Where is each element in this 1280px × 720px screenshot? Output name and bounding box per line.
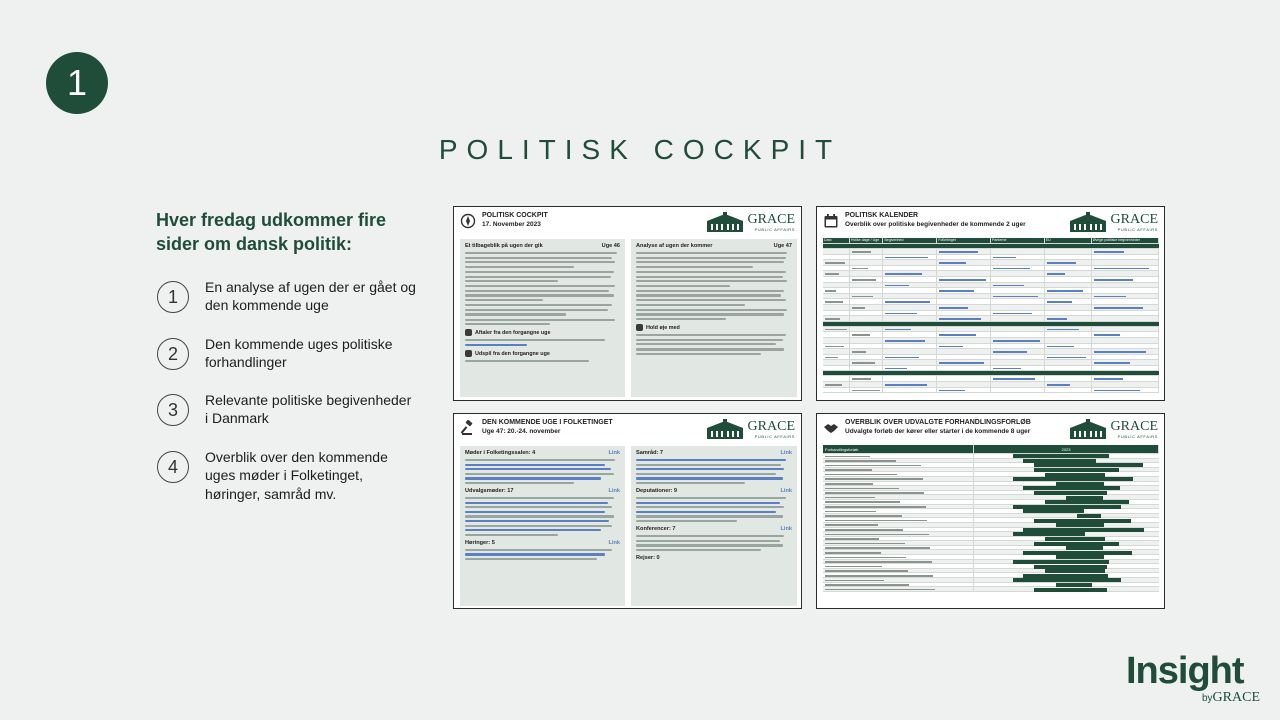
calendar-cell xyxy=(937,260,991,265)
gantt-label-cell xyxy=(823,454,974,458)
gantt-label-cell xyxy=(823,523,974,527)
meetings-heading: Møder i Folketingssalen: 4 xyxy=(465,450,536,456)
calendar-cell xyxy=(937,366,991,371)
calendar-cell xyxy=(1092,294,1159,299)
thumbnail-header xyxy=(454,414,801,444)
calendar-cell xyxy=(850,338,884,343)
calendar-cell xyxy=(1045,316,1092,321)
list-item-text: Relevante politiske begivenheder i Danmark xyxy=(205,392,412,427)
calendar-cell xyxy=(937,355,991,360)
logo-wordmark: GRACE xyxy=(1110,419,1158,434)
calendar-cell xyxy=(883,294,937,299)
thumbnail-title: POLITISK KALENDER xyxy=(845,212,919,219)
folketinget-left-panel xyxy=(460,446,625,606)
gantt-label-cell xyxy=(823,514,974,518)
calendar-cell xyxy=(991,311,1045,316)
building-icon xyxy=(1068,212,1108,232)
calendar-cell xyxy=(991,344,1045,349)
calendar-cell xyxy=(937,338,991,343)
calendar-cell xyxy=(1045,311,1092,316)
gantt-label-cell xyxy=(823,482,974,486)
thumbnail-folketinget[interactable] xyxy=(453,413,802,609)
gantt-label-cell xyxy=(823,486,974,490)
list-item xyxy=(157,335,417,372)
gantt-label-cell xyxy=(823,505,974,509)
calendar-cell xyxy=(823,283,850,288)
calendar-cell xyxy=(1045,277,1092,282)
gantt-label-cell xyxy=(823,459,974,463)
calendar-cell xyxy=(991,376,1045,381)
calendar-cell xyxy=(1092,249,1159,254)
year-header: 2023 xyxy=(974,445,1159,453)
calendar-cell xyxy=(1092,355,1159,360)
calendar-cell xyxy=(883,344,937,349)
calendar-cell xyxy=(991,332,1045,337)
conferences-heading: Konferencer: 7 xyxy=(636,526,676,533)
calendar-cell xyxy=(883,332,937,337)
calendar-cell xyxy=(850,255,884,260)
calendar-cell xyxy=(1045,332,1092,337)
calendar-cell xyxy=(991,260,1045,265)
calendar-cell xyxy=(991,388,1045,393)
review-panel xyxy=(460,239,625,397)
calendar-cell xyxy=(850,271,884,276)
calendar-cell xyxy=(1045,388,1092,393)
megaphone-icon xyxy=(465,350,472,357)
gantt-label-cell xyxy=(823,468,974,472)
list-item-text: Overblik over den kommende uges møder i Folketinget, høringer, samråd mv. xyxy=(205,449,388,502)
calendar-cell xyxy=(1092,366,1159,371)
calendar-cell xyxy=(1045,288,1092,293)
calendar-cell xyxy=(1092,255,1159,260)
calendar-cell xyxy=(1092,382,1159,387)
calendar-cell xyxy=(850,294,884,299)
thumbnail-date: 17. November 2023 xyxy=(482,221,541,228)
calendar-cell xyxy=(883,271,937,276)
column-header: Øvrige politiske begivenheder xyxy=(1092,238,1159,243)
calendar-cell xyxy=(850,316,884,321)
calendar-cell xyxy=(937,271,991,276)
calendar-cell xyxy=(1092,332,1159,337)
calendar-cell xyxy=(1045,376,1092,381)
calendar-cell xyxy=(883,376,937,381)
calendar-cell xyxy=(991,349,1045,354)
week-label: Uge 47 xyxy=(773,243,792,249)
calendar-cell xyxy=(991,299,1045,304)
calendar-cell xyxy=(883,311,937,316)
thumbnail-header xyxy=(817,414,1164,444)
travels-heading: Rejser: 0 xyxy=(636,555,660,562)
calendar-cell xyxy=(823,288,850,293)
calendar-cell xyxy=(1092,327,1159,332)
calendar-cell xyxy=(883,288,937,293)
calendar-cell xyxy=(1045,305,1092,310)
compass-icon xyxy=(460,213,476,229)
logo-tagline: PUBLIC AFFAIRS xyxy=(754,227,795,232)
thumbnail-header xyxy=(817,207,1164,237)
calendar-cell xyxy=(1045,294,1092,299)
calendar-cell xyxy=(850,327,884,332)
gantt-label-cell xyxy=(823,546,974,550)
calendar-cell xyxy=(883,360,937,365)
calendar-cell xyxy=(850,332,884,337)
grace-logo xyxy=(1068,419,1158,439)
calendar-cell xyxy=(937,344,991,349)
calendar-cell xyxy=(937,294,991,299)
intro-heading: Hver fredag udkommer fire sider om dansk politik: xyxy=(156,210,387,254)
calendar-cell xyxy=(1092,376,1159,381)
committees-heading: Udvalgsmøder: 17 xyxy=(465,488,514,495)
gantt-label-cell xyxy=(823,518,974,522)
calendar-cell xyxy=(850,344,884,349)
gantt-label-cell xyxy=(823,509,974,513)
calendar-cell xyxy=(937,382,991,387)
gantt-label-cell xyxy=(823,560,974,564)
calendar-cell xyxy=(1092,266,1159,271)
logo-wordmark: GRACE xyxy=(747,212,795,227)
calendar-cell xyxy=(991,355,1045,360)
logo-wordmark: GRACE xyxy=(747,419,795,434)
calendar-cell xyxy=(1092,271,1159,276)
link[interactable]: Link xyxy=(608,450,620,456)
building-icon xyxy=(705,419,745,439)
list-item-text: Den kommende uges politiske forhandlinger xyxy=(205,336,393,371)
calendar-cell xyxy=(1092,288,1159,293)
logo-tagline: PUBLIC AFFAIRS xyxy=(1117,227,1158,232)
calendar-cell xyxy=(850,355,884,360)
calendar-cell xyxy=(883,355,937,360)
by-label: by xyxy=(1201,693,1213,704)
calendar-table xyxy=(823,238,1159,393)
grace-wordmark: GRACE xyxy=(1212,690,1260,705)
folketinget-right-panel xyxy=(631,446,797,606)
column-header: Begivenhed xyxy=(883,238,937,243)
calendar-cell xyxy=(823,316,850,321)
calendar-cell xyxy=(1092,277,1159,282)
calendar-cell xyxy=(1045,366,1092,371)
calendar-cell xyxy=(1092,360,1159,365)
calendar-cell xyxy=(937,305,991,310)
column-header: Folketinget xyxy=(937,238,991,243)
calendar-cell xyxy=(823,305,850,310)
gantt-label-cell xyxy=(823,537,974,541)
calendar-cell xyxy=(937,360,991,365)
thumbnail-title: OVERBLIK OVER UDVALGTE FORHANDLINGSFORLØB xyxy=(845,419,1031,426)
list-item xyxy=(157,448,417,503)
calendar-cell xyxy=(850,388,884,393)
deputations-heading: Deputationer: 9 xyxy=(636,488,678,495)
outputs-heading: Udspil fra den forgangne uge xyxy=(465,350,620,357)
gantt-label-cell xyxy=(823,528,974,532)
calendar-cell xyxy=(883,260,937,265)
consultations-heading: Samråd: 7 xyxy=(636,450,664,456)
calendar-cell xyxy=(850,360,884,365)
calendar-cell xyxy=(883,277,937,282)
gantt-label-cell xyxy=(823,532,974,536)
column-header: Hvilke dage / Uge xyxy=(850,238,884,243)
slide-title: POLITISK COCKPIT xyxy=(438,134,842,165)
gantt-label-cell xyxy=(823,495,974,499)
calendar-cell xyxy=(823,277,850,282)
gantt-bar xyxy=(1034,588,1107,592)
calendar-cell xyxy=(1045,355,1092,360)
gantt-label-cell xyxy=(823,463,974,467)
insight-wordmark: Insight xyxy=(1126,650,1244,692)
calendar-cell xyxy=(823,294,850,299)
calendar-cell xyxy=(823,255,850,260)
calendar-cell xyxy=(850,283,884,288)
gantt-label-cell xyxy=(823,555,974,559)
calendar-cell xyxy=(883,349,937,354)
number-circle: 3 xyxy=(157,394,189,426)
calendar-cell xyxy=(883,388,937,393)
thumbnail-title: DEN KOMMENDE UGE I FOLKETINGET xyxy=(482,419,613,426)
calendar-cell xyxy=(850,266,884,271)
thumbnail-politisk-cockpit[interactable] xyxy=(453,206,802,401)
calendar-cell xyxy=(823,271,850,276)
calendar-cell xyxy=(1045,249,1092,254)
calendar-cell xyxy=(1092,283,1159,288)
gantt-label-cell xyxy=(823,578,974,582)
calendar-cell xyxy=(823,311,850,316)
calendar-cell xyxy=(991,305,1045,310)
calendar-cell xyxy=(850,277,884,282)
list-item xyxy=(157,391,417,428)
calendar-cell xyxy=(883,366,937,371)
calendar-cell xyxy=(883,338,937,343)
calendar-cell xyxy=(823,266,850,271)
calendar-cell xyxy=(850,382,884,387)
link[interactable]: Link xyxy=(608,488,620,495)
calendar-cell xyxy=(850,311,884,316)
calendar-cell xyxy=(823,327,850,332)
calendar-cell xyxy=(823,260,850,265)
calendar-cell xyxy=(1045,382,1092,387)
calendar-cell xyxy=(1045,299,1092,304)
number-circle: 4 xyxy=(157,451,189,483)
number-circle: 1 xyxy=(157,281,189,313)
calendar-cell xyxy=(823,382,850,387)
gantt-label-cell xyxy=(823,564,974,568)
logo-wordmark: GRACE xyxy=(1110,212,1158,227)
thumbnail-subtitle: Overblik over politiske begivenheder de kommende 2 uger xyxy=(845,221,1026,228)
calendar-cell xyxy=(823,355,850,360)
gantt-row xyxy=(823,587,1159,592)
calendar-cell xyxy=(991,382,1045,387)
calendar-cell xyxy=(937,311,991,316)
calendar-cell xyxy=(1045,283,1092,288)
calendar-cell xyxy=(883,327,937,332)
gantt-label-cell xyxy=(823,541,974,545)
logo-tagline: PUBLIC AFFAIRS xyxy=(754,434,795,439)
calendar-cell xyxy=(1045,338,1092,343)
calendar-row xyxy=(823,388,1159,394)
gantt-label-cell xyxy=(823,477,974,481)
calendar-cell xyxy=(991,327,1045,332)
link[interactable]: Link xyxy=(608,539,620,546)
number-circle: 2 xyxy=(157,338,189,370)
grace-logo xyxy=(705,419,795,439)
calendar-cell xyxy=(850,366,884,371)
gantt-label-cell xyxy=(823,550,974,554)
gantt-label-cell xyxy=(823,583,974,587)
list-item-text: En analyse af ugen der er gået og den kommende uge xyxy=(205,279,416,314)
calendar-cell xyxy=(937,283,991,288)
thumbnail-subtitle: Udvalgte forløb der kører eller starter i de kommende 8 uger xyxy=(845,428,1031,435)
calendar-cell xyxy=(1045,360,1092,365)
insight-by-grace-logo xyxy=(1126,652,1266,706)
calendar-cell xyxy=(991,271,1045,276)
calendar-cell xyxy=(991,316,1045,321)
calendar-cell xyxy=(1092,260,1159,265)
calendar-cell xyxy=(991,277,1045,282)
calendar-cell xyxy=(1092,388,1159,393)
calendar-cell xyxy=(937,388,991,393)
handshake-icon xyxy=(823,420,839,436)
calendar-cell xyxy=(883,316,937,321)
calendar-cell xyxy=(937,316,991,321)
calendar-cell xyxy=(991,294,1045,299)
calendar-cell xyxy=(850,288,884,293)
calendar-cell xyxy=(1045,266,1092,271)
calendar-cell xyxy=(1092,338,1159,343)
calendar-cell xyxy=(850,260,884,265)
agreements-heading: Aftaler fra den forgangne uge xyxy=(465,329,620,336)
calendar-cell xyxy=(937,266,991,271)
link[interactable]: Link xyxy=(780,450,792,456)
thumbnail-title: POLITISK COCKPIT xyxy=(482,212,548,219)
thumbnail-header xyxy=(454,207,801,237)
grace-logo xyxy=(1068,212,1158,232)
link[interactable]: Link xyxy=(780,526,792,533)
calendar-cell xyxy=(823,332,850,337)
column-header: Forhandlingsforløb xyxy=(823,445,974,453)
gavel-icon xyxy=(460,420,476,436)
calendar-cell xyxy=(1045,327,1092,332)
link[interactable]: Link xyxy=(780,488,792,495)
gantt-label-cell xyxy=(823,491,974,495)
calendar-cell xyxy=(823,344,850,349)
eye-icon xyxy=(636,324,643,331)
building-icon xyxy=(1068,419,1108,439)
logo-tagline: PUBLIC AFFAIRS xyxy=(1117,434,1158,439)
slide-number-badge: 1 xyxy=(46,52,108,114)
calendar-cell xyxy=(937,376,991,381)
thumbnail-subtitle: Uge 47: 20.-24. november xyxy=(482,428,561,435)
calendar-cell xyxy=(1092,299,1159,304)
calendar-cell xyxy=(823,299,850,304)
calendar-cell xyxy=(937,288,991,293)
calendar-cell xyxy=(937,332,991,337)
calendar-cell xyxy=(937,255,991,260)
calendar-cell xyxy=(1045,344,1092,349)
gantt-label-cell xyxy=(823,573,974,577)
gantt-label-cell xyxy=(823,500,974,504)
calendar-cell xyxy=(850,249,884,254)
calendar-cell xyxy=(823,388,850,393)
calendar-cell xyxy=(1092,316,1159,321)
calendar-cell xyxy=(937,349,991,354)
gantt-label-cell xyxy=(823,587,974,591)
list-item xyxy=(157,278,417,315)
calendar-cell xyxy=(1092,311,1159,316)
calendar-cell xyxy=(883,255,937,260)
gantt-label-cell xyxy=(823,569,974,573)
calendar-cell xyxy=(991,249,1045,254)
column-header: Dato xyxy=(823,238,850,243)
preview-panel xyxy=(631,239,797,397)
column-header: Partierne xyxy=(991,238,1045,243)
gantt-header-row xyxy=(823,445,1159,454)
calendar-cell xyxy=(883,283,937,288)
hearings-heading: Høringer: 5 xyxy=(465,539,495,546)
watch-heading: Hold øje med xyxy=(636,324,792,331)
calendar-cell xyxy=(937,299,991,304)
thumbnail-politisk-kalender[interactable] xyxy=(816,206,1165,401)
section-heading: Et tilbageblik på ugen der gik xyxy=(465,243,543,249)
calendar-cell xyxy=(823,366,850,371)
calendar-cell xyxy=(991,283,1045,288)
calendar-cell xyxy=(883,299,937,304)
handshake-icon xyxy=(465,329,472,336)
building-icon xyxy=(705,212,745,232)
calendar-cell xyxy=(991,338,1045,343)
column-header: EU xyxy=(1045,238,1092,243)
calendar-cell xyxy=(1092,305,1159,310)
week-label: Uge 46 xyxy=(601,243,620,249)
calendar-cell xyxy=(991,288,1045,293)
gantt-table xyxy=(823,445,1159,592)
calendar-cell xyxy=(850,299,884,304)
calendar-cell xyxy=(991,360,1045,365)
calendar-cell xyxy=(991,366,1045,371)
calendar-cell xyxy=(1045,255,1092,260)
calendar-cell xyxy=(883,382,937,387)
calendar-cell xyxy=(823,349,850,354)
calendar-cell xyxy=(883,305,937,310)
calendar-cell xyxy=(850,376,884,381)
calendar-cell xyxy=(991,255,1045,260)
calendar-cell xyxy=(937,327,991,332)
calendar-cell xyxy=(937,277,991,282)
gantt-label-cell xyxy=(823,472,974,476)
calendar-cell xyxy=(1092,344,1159,349)
calendar-cell xyxy=(823,338,850,343)
calendar-cell xyxy=(991,266,1045,271)
calendar-cell xyxy=(1092,349,1159,354)
calendar-cell xyxy=(883,266,937,271)
thumbnail-forhandlingsforloeb[interactable] xyxy=(816,413,1165,609)
calendar-cell xyxy=(850,305,884,310)
grace-logo xyxy=(705,212,795,232)
calendar-cell xyxy=(823,249,850,254)
calendar-icon xyxy=(823,213,839,229)
calendar-cell xyxy=(850,349,884,354)
calendar-cell xyxy=(937,249,991,254)
calendar-cell xyxy=(1045,260,1092,265)
calendar-cell xyxy=(1045,271,1092,276)
section-heading: Analyse af ugen der kommer xyxy=(636,243,713,249)
calendar-cell xyxy=(1045,349,1092,354)
calendar-cell xyxy=(823,376,850,381)
calendar-cell xyxy=(883,249,937,254)
calendar-cell xyxy=(823,360,850,365)
